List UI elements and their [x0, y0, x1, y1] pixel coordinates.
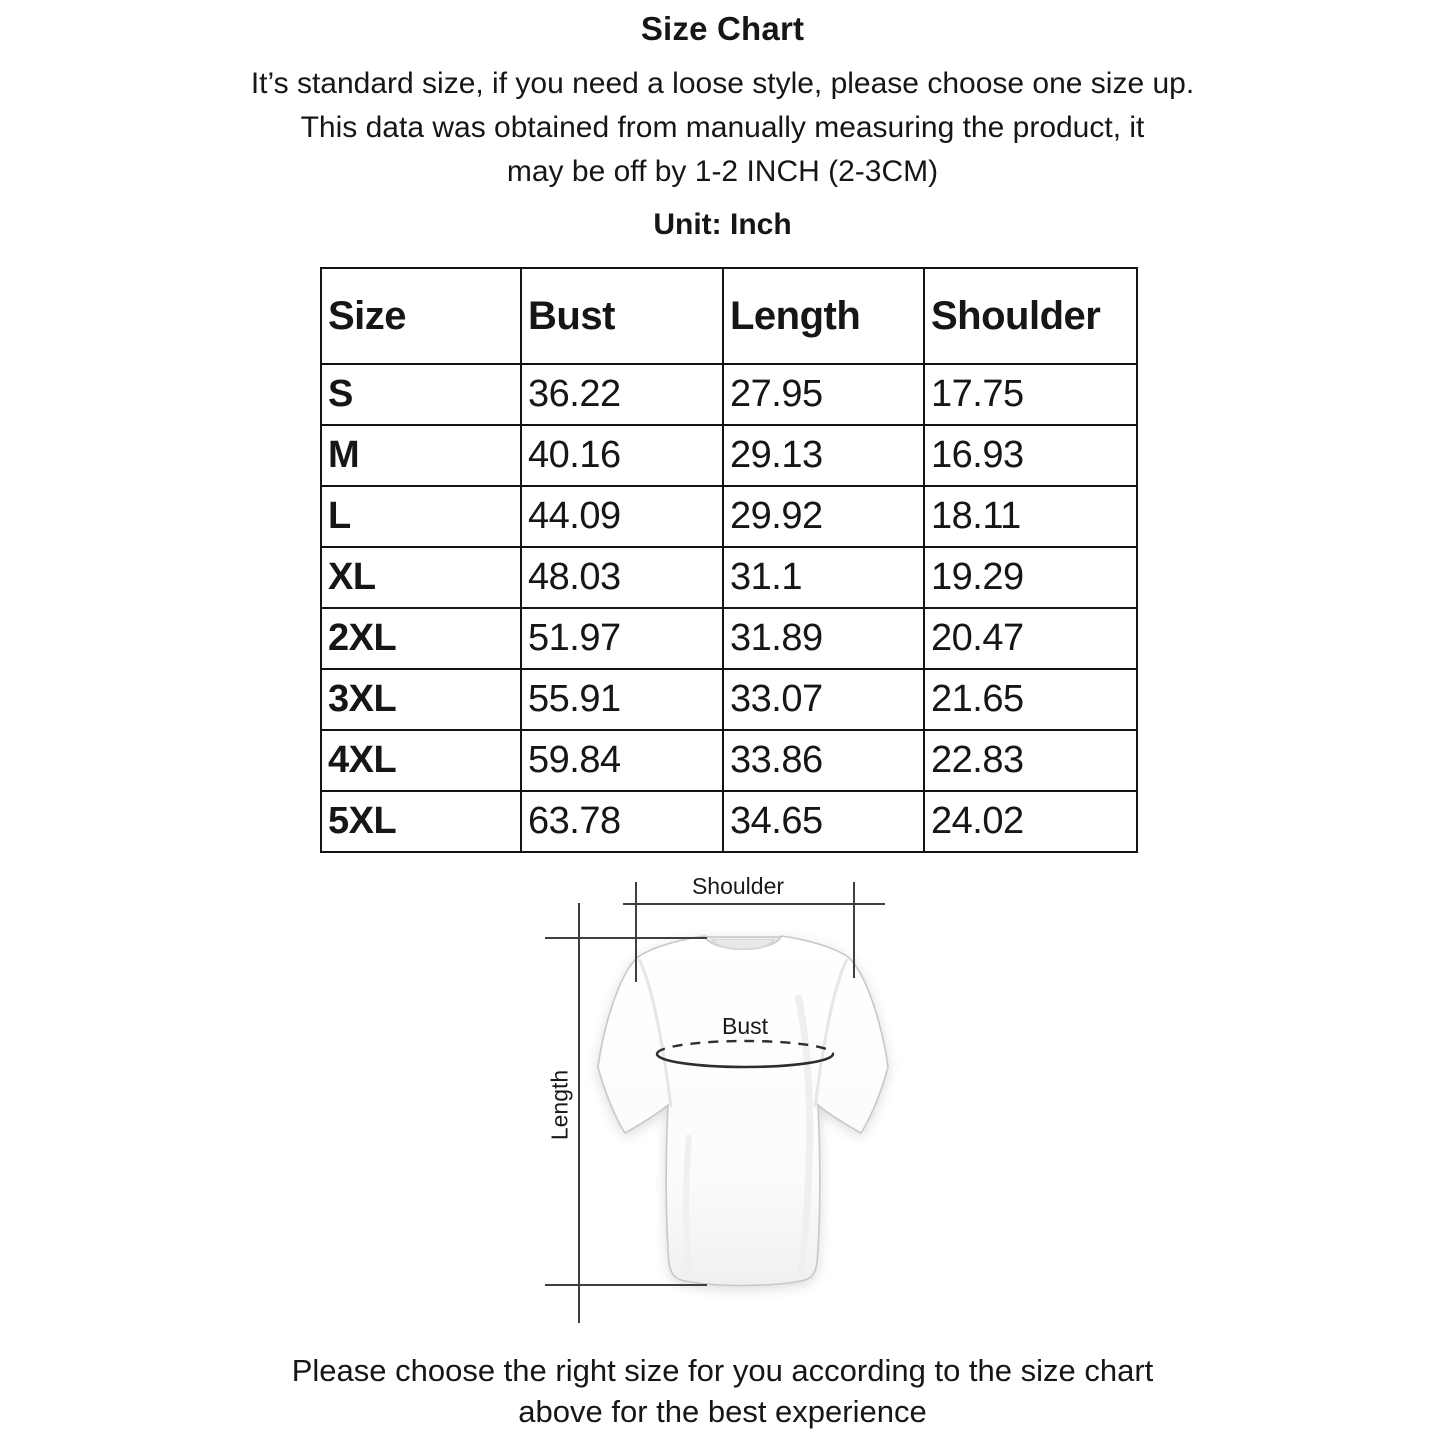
unit-label: Unit: Inch — [653, 208, 792, 241]
length-tick-bottom — [545, 1284, 707, 1286]
column-header-size: Size — [321, 268, 521, 364]
size-cell: 2XL — [321, 608, 521, 669]
bust-cell: 40.16 — [521, 425, 723, 486]
page-title: Size Chart — [640, 10, 805, 47]
intro-line: may be off by 1-2 INCH (2-3CM) — [506, 155, 939, 188]
bust-cell: 36.22 — [521, 364, 723, 425]
shoulder-cell: 17.75 — [924, 364, 1137, 425]
shoulder-cell: 21.65 — [924, 669, 1137, 730]
intro-line: This data was obtained from manually measuring the product, it — [300, 111, 1145, 144]
shoulder-cell: 16.93 — [924, 425, 1137, 486]
bust-cell: 59.84 — [521, 730, 723, 791]
size-table — [320, 267, 1138, 853]
tshirt-measurement-diagram — [500, 855, 970, 1340]
shoulder-measure-line — [623, 903, 885, 905]
tshirt-illustration — [593, 925, 893, 1295]
size-cell: S — [321, 364, 521, 425]
column-header-length: Length — [723, 268, 924, 364]
bust-cell: 51.97 — [521, 608, 723, 669]
size-cell: XL — [321, 547, 521, 608]
shoulder-cell: 22.83 — [924, 730, 1137, 791]
shoulder-cell: 18.11 — [924, 486, 1137, 547]
table-row — [321, 608, 1137, 669]
tshirt-body — [598, 936, 888, 1286]
footer-line: above for the best experience — [518, 1394, 927, 1429]
table-row — [321, 486, 1137, 547]
shoulder-cell: 24.02 — [924, 791, 1137, 852]
bust-cell: 48.03 — [521, 547, 723, 608]
length-cell: 29.13 — [723, 425, 924, 486]
bust-cell: 55.91 — [521, 669, 723, 730]
intro-text — [0, 62, 1445, 194]
table-row — [321, 547, 1137, 608]
length-cell: 31.89 — [723, 608, 924, 669]
length-tick-top — [545, 937, 707, 939]
intro-line: It’s standard size, if you need a loose style, please choose one size up. — [250, 67, 1195, 100]
table-header-row — [321, 268, 1137, 364]
shoulder-cell: 19.29 — [924, 547, 1137, 608]
size-cell: 3XL — [321, 669, 521, 730]
length-cell: 31.1 — [723, 547, 924, 608]
length-cell: 27.95 — [723, 364, 924, 425]
table-row — [321, 364, 1137, 425]
table-row — [321, 425, 1137, 486]
length-cell: 33.86 — [723, 730, 924, 791]
bust-cell: 44.09 — [521, 486, 723, 547]
footer-note — [0, 1350, 1445, 1432]
size-cell: 5XL — [321, 791, 521, 852]
size-cell: 4XL — [321, 730, 521, 791]
bust-cell: 63.78 — [521, 791, 723, 852]
footer-line: Please choose the right size for you according to the size chart — [291, 1353, 1154, 1388]
shoulder-label: Shoulder — [691, 873, 785, 899]
shoulder-tick-right — [853, 882, 855, 978]
table-row — [321, 730, 1137, 791]
length-cell: 34.65 — [723, 791, 924, 852]
shoulder-cell: 20.47 — [924, 608, 1137, 669]
length-label: Length — [546, 1069, 573, 1141]
size-cell: M — [321, 425, 521, 486]
table-row — [321, 791, 1137, 852]
column-header-bust: Bust — [521, 268, 723, 364]
size-cell: L — [321, 486, 521, 547]
length-cell: 33.07 — [723, 669, 924, 730]
length-cell: 29.92 — [723, 486, 924, 547]
shoulder-tick-left — [635, 882, 637, 982]
column-header-shoulder: Shoulder — [924, 268, 1137, 364]
table-row — [321, 669, 1137, 730]
bust-label: Bust — [721, 1013, 769, 1039]
length-measure-line — [578, 903, 580, 1323]
